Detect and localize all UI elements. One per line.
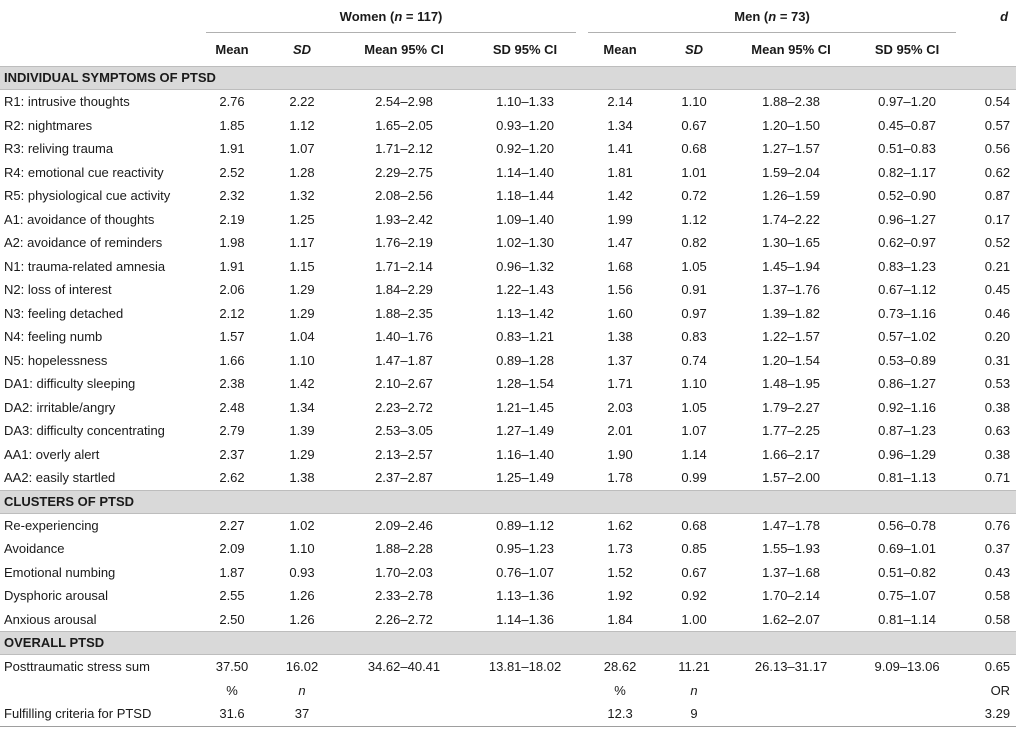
table-cell: 1.91 (219, 141, 245, 156)
table-cell: 2.19 (219, 211, 245, 227)
table-cell: 0.89–1.28 (496, 352, 554, 368)
row-label: R1: intrusive thoughts (4, 94, 130, 109)
table-cell: 1.10 (289, 352, 315, 368)
effect-size-cell: 0.20 (984, 329, 1011, 344)
table-cell: 1.91 (219, 258, 245, 274)
men-group-header: Men (n = 73) (582, 0, 962, 33)
table-cell: 1.70–2.14 (762, 588, 820, 603)
table-cell: 1.39 (289, 423, 315, 438)
table-cell: 26.13–31.17 (754, 659, 828, 674)
table-cell: 1.16–1.40 (496, 446, 554, 462)
effect-size-cell: 0.63 (984, 423, 1011, 438)
effect-size-cell: 0.46 (984, 305, 1011, 321)
table-cell: 1.28 (289, 164, 315, 180)
table-cell: 0.68 (681, 141, 707, 156)
row-label: A1: avoidance of thoughts (4, 211, 155, 227)
table-cell: 1.26–1.59 (762, 188, 820, 203)
table-cell: 1.29 (289, 282, 315, 297)
table-cell: 1.68 (607, 258, 633, 274)
table-cell: 0.83–1.23 (878, 258, 936, 274)
effect-size-cell: 0.57 (984, 117, 1011, 133)
table-cell: 1.59–2.04 (762, 164, 820, 180)
row-label: R4: emotional cue reactivity (4, 164, 164, 180)
effect-size-cell: 0.38 (984, 446, 1011, 462)
table-cell: 1.57 (219, 329, 245, 344)
table-cell: 0.89–1.12 (496, 517, 554, 533)
group-header-row (0, 0, 1016, 33)
table-cell: 1.32 (289, 188, 315, 203)
table-cell: 2.79 (219, 423, 245, 438)
row-label: Anxious arousal (4, 611, 97, 627)
empty-cell (340, 702, 468, 726)
table-cell: 1.79–2.27 (762, 399, 820, 415)
col-men-sd: SD (685, 42, 704, 57)
effect-size-cell: 0.71 (984, 470, 1011, 485)
table-cell: 1.65–2.05 (375, 117, 433, 133)
table-cell: 0.56–0.78 (878, 517, 936, 533)
table-cell: 1.28–1.54 (496, 376, 554, 391)
table-cell: 2.09 (219, 541, 245, 556)
table-cell: 1.88–2.35 (375, 305, 433, 321)
row-label: A2: avoidance of reminders (4, 235, 163, 250)
table-cell: 1.14–1.36 (496, 611, 554, 627)
table-cell: 1.00 (681, 611, 707, 627)
effect-size-cell: 0.45 (984, 282, 1011, 297)
table-cell: 1.34 (289, 399, 315, 415)
empty-cell (852, 702, 962, 726)
subheader-cell: OR (990, 682, 1011, 698)
table-cell: 1.37–1.76 (762, 282, 820, 297)
table-row (0, 513, 1016, 537)
table-row (0, 537, 1016, 561)
table-cell: 1.71–2.12 (375, 141, 433, 156)
table-cell: 1.29 (289, 305, 315, 321)
row-label: Re-experiencing (4, 517, 99, 533)
col-women-sd: SD (292, 42, 312, 57)
empty-cell (0, 679, 200, 703)
effect-size-cell: 0.56 (984, 141, 1011, 156)
table-cell: 9.09–13.06 (874, 659, 940, 674)
table-cell: 1.30–1.65 (762, 235, 820, 250)
table-cell: 1.85 (219, 117, 245, 133)
col-women-sd-ci: SD 95% CI (492, 42, 558, 57)
table-cell: 1.88–2.38 (762, 94, 820, 109)
table-cell: 2.76 (219, 94, 245, 109)
table-cell: 2.55 (219, 588, 245, 603)
table-cell: 1.56 (607, 282, 633, 297)
table-cell: 1.21–1.45 (496, 399, 554, 415)
table-cell: 1.48–1.95 (762, 376, 820, 391)
table-cell: 1.78 (607, 470, 633, 485)
table-cell: 1.09–1.40 (496, 211, 554, 227)
table-cell: 1.02–1.30 (496, 235, 554, 250)
table-cell: 2.50 (219, 611, 245, 627)
table-cell: 2.54–2.98 (375, 94, 433, 109)
table-cell: 1.18–1.44 (496, 188, 554, 203)
table-cell: 2.06 (219, 282, 245, 297)
row-label: Posttraumatic stress sum (4, 659, 150, 674)
subheader-cell: n (298, 682, 306, 698)
table-cell: 9 (690, 706, 698, 721)
table-cell: 1.41 (607, 141, 633, 156)
table-cell: 1.12 (681, 211, 707, 227)
row-label: DA3: difficulty concentrating (4, 423, 165, 438)
table-cell: 0.87–1.23 (878, 423, 936, 438)
table-cell: 1.71–2.14 (375, 258, 433, 274)
table-cell: 2.33–2.78 (375, 588, 433, 603)
table-cell: 1.13–1.42 (496, 305, 554, 321)
table-cell: 1.47 (607, 235, 633, 250)
table-cell: 1.77–2.25 (762, 423, 820, 438)
table-cell: 31.6 (219, 706, 245, 721)
col-men-mean-ci: Mean 95% CI (751, 42, 831, 57)
table-cell: 1.73 (607, 541, 633, 556)
table-cell: 1.25–1.49 (496, 470, 554, 485)
table-cell: 1.20–1.54 (762, 352, 820, 368)
row-label: AA2: easily startled (4, 470, 116, 485)
table-cell: 1.20–1.50 (762, 117, 820, 133)
criteria-row (0, 702, 1016, 726)
section-header-row (0, 67, 1016, 90)
table-cell: 37.50 (215, 659, 249, 674)
table-cell: 1.99 (607, 211, 633, 227)
table-cell: 2.01 (607, 423, 633, 438)
table-cell: 1.22–1.57 (762, 329, 820, 344)
table-cell: 1.10 (681, 376, 707, 391)
effect-size-cell: 0.21 (984, 258, 1011, 274)
table-cell: 2.23–2.72 (375, 399, 433, 415)
women-group-header: Women (n = 117) (200, 0, 582, 33)
table-cell: 2.52 (219, 164, 245, 180)
table-cell: 2.26–2.72 (375, 611, 433, 627)
table-cell: 1.13–1.36 (496, 588, 554, 603)
column-header-row (0, 33, 1016, 67)
col-men-sd-ci: SD 95% CI (874, 42, 940, 57)
table-cell: 1.05 (681, 399, 707, 415)
table-cell: 1.57–2.00 (762, 470, 820, 485)
table-cell: 1.84–2.29 (375, 282, 433, 297)
table-cell: 0.72 (681, 188, 707, 203)
table-cell: 0.85 (681, 541, 707, 556)
table-cell: 1.34 (607, 117, 633, 133)
table-row (0, 443, 1016, 467)
table-cell: 0.93 (289, 564, 315, 580)
table-cell: 1.14 (681, 446, 707, 462)
effect-size-cell: 0.17 (984, 211, 1011, 227)
table-cell: 2.37–2.87 (375, 470, 433, 485)
table-cell: 0.67–1.12 (878, 282, 936, 297)
effect-size-cell: 0.38 (984, 399, 1011, 415)
table-cell: 1.60 (607, 305, 633, 321)
table-row (0, 349, 1016, 373)
effect-size-cell: 0.31 (984, 352, 1011, 368)
table-cell: 2.09–2.46 (375, 517, 433, 533)
table-cell: 0.83 (681, 329, 707, 344)
effect-size-cell: 0.58 (984, 611, 1011, 627)
table-cell: 1.15 (289, 258, 315, 274)
table-cell: 1.42 (607, 188, 633, 203)
table-cell: 0.97–1.20 (878, 94, 936, 109)
table-cell: 1.38 (289, 470, 315, 485)
table-cell: 2.29–2.75 (375, 164, 433, 180)
table-cell: 1.81 (607, 164, 633, 180)
table-cell: 1.26 (289, 588, 315, 603)
table-cell: 1.71 (607, 376, 633, 391)
empty-cell (852, 679, 962, 703)
table-cell: 1.29 (289, 446, 315, 462)
subheader-cell: % (226, 682, 238, 698)
section-title: INDIVIDUAL SYMPTOMS OF PTSD (0, 67, 1016, 90)
table-cell: 0.68 (681, 517, 707, 533)
table-cell: 1.10 (289, 541, 315, 556)
table-row (0, 184, 1016, 208)
row-label: Dysphoric arousal (4, 588, 109, 603)
row-label: N1: trauma-related amnesia (4, 258, 166, 274)
table-cell: 1.84 (607, 611, 633, 627)
effect-size-cell: 0.62 (984, 164, 1011, 180)
table-cell: 2.12 (219, 305, 245, 321)
table-cell: 1.62–2.07 (762, 611, 820, 627)
table-cell: 2.14 (607, 94, 633, 109)
table-cell: 11.21 (678, 659, 710, 674)
effect-size-cell: 0.43 (984, 564, 1011, 580)
table-cell: 2.37 (219, 446, 245, 462)
effect-size-cell: 0.58 (984, 588, 1011, 603)
table-cell: 37 (294, 706, 310, 721)
section-title: OVERALL PTSD (0, 632, 1016, 655)
table-cell: 1.39–1.82 (762, 305, 820, 321)
row-label: DA2: irritable/angry (4, 399, 116, 415)
table-cell: 1.40–1.76 (375, 329, 433, 344)
col-women-mean: Mean (215, 42, 249, 57)
table-cell: 0.82–1.17 (878, 164, 936, 180)
row-label: N2: loss of interest (4, 282, 112, 297)
table-row (0, 114, 1016, 138)
row-label: N3: feeling detached (4, 305, 124, 321)
table-cell: 0.91 (681, 282, 707, 297)
row-label: R3: reliving trauma (4, 141, 114, 156)
table-cell: 0.96–1.29 (878, 446, 936, 462)
table-cell: 0.67 (681, 117, 707, 133)
table-cell: 1.37–1.68 (762, 564, 820, 580)
row-label: R5: physiological cue activity (4, 188, 171, 203)
table-cell: 2.53–3.05 (375, 423, 433, 438)
table-cell: 0.62–0.97 (878, 235, 936, 250)
table-cell: 13.81–18.02 (488, 659, 562, 674)
table-cell: 1.76–2.19 (375, 235, 433, 250)
table-cell: 0.51–0.82 (878, 564, 936, 580)
empty-cell (468, 702, 582, 726)
table-cell: 1.90 (607, 446, 633, 462)
table-cell: 1.10–1.33 (496, 94, 554, 109)
table-cell: 2.13–2.57 (375, 446, 433, 462)
criteria-subheader-row (0, 679, 1016, 703)
effect-size-cell: 0.87 (984, 188, 1011, 203)
table-cell: 1.70–2.03 (375, 564, 433, 580)
table-row (0, 655, 1016, 679)
effect-size-cell: 0.65 (984, 659, 1011, 674)
row-label: N5: hopelessness (4, 352, 108, 368)
table-cell: 1.66–2.17 (762, 446, 820, 462)
table-cell: 0.76–1.07 (496, 564, 554, 580)
col-men-mean: Mean (603, 42, 637, 57)
table-cell: 0.82 (681, 235, 707, 250)
table-cell: 1.42 (289, 376, 315, 391)
table-row (0, 584, 1016, 608)
table-cell: 0.69–1.01 (878, 541, 936, 556)
subheader-cell: % (614, 682, 626, 698)
row-label: DA1: difficulty sleeping (4, 376, 136, 391)
table-cell: 0.67 (681, 564, 707, 580)
table-cell: 0.51–0.83 (878, 141, 936, 156)
table-cell: 2.03 (607, 399, 633, 415)
table-cell: 1.05 (681, 258, 707, 274)
table-cell: 1.92 (607, 588, 633, 603)
table-cell: 1.10 (681, 94, 707, 109)
table-cell: 2.48 (219, 399, 245, 415)
table-cell: 1.38 (607, 329, 633, 344)
row-label: R2: nightmares (4, 117, 93, 133)
table-cell: 34.62–40.41 (367, 659, 441, 674)
table-cell: 1.98 (219, 235, 245, 250)
table-row (0, 278, 1016, 302)
table-cell: 1.47–1.87 (375, 352, 433, 368)
table-cell: 1.04 (289, 329, 315, 344)
table-cell: 0.57–1.02 (878, 329, 936, 344)
table-cell: 0.96–1.32 (496, 258, 554, 274)
table-cell: 1.87 (219, 564, 245, 580)
table-cell: 1.12 (289, 117, 315, 133)
section-header-row (0, 632, 1016, 655)
table-cell: 0.99 (681, 470, 707, 485)
table-cell: 28.62 (603, 659, 637, 674)
row-label: Fulfilling criteria for PTSD (4, 706, 152, 721)
table-row (0, 396, 1016, 420)
effect-size-cell: 0.54 (984, 94, 1011, 109)
table-cell: 1.45–1.94 (762, 258, 820, 274)
table-cell: 1.02 (289, 517, 315, 533)
table-cell: 1.25 (289, 211, 315, 227)
empty-cell (468, 679, 582, 703)
table-cell: 1.88–2.28 (375, 541, 433, 556)
table-cell: 1.93–2.42 (375, 211, 433, 227)
table-cell: 1.22–1.43 (496, 282, 554, 297)
table-row (0, 419, 1016, 443)
table-cell: 1.07 (681, 423, 707, 438)
table-cell: 2.38 (219, 376, 245, 391)
table-row (0, 255, 1016, 279)
empty-cell (340, 679, 468, 703)
table-cell: 1.52 (607, 564, 633, 580)
table-cell: 2.10–2.67 (375, 376, 433, 391)
table-cell: 0.75–1.07 (878, 588, 936, 603)
table-cell: 1.47–1.78 (762, 517, 820, 533)
row-label: Emotional numbing (4, 564, 116, 580)
table-row (0, 208, 1016, 232)
table-row (0, 90, 1016, 114)
effect-size-header: d (1000, 9, 1009, 24)
table-cell: 0.96–1.27 (878, 211, 936, 227)
subheader-cell: n (690, 682, 698, 698)
effect-size-cell: 0.76 (984, 517, 1011, 533)
table-cell: 2.22 (289, 94, 315, 109)
table-cell: 0.97 (681, 305, 707, 321)
table-cell: 0.53–0.89 (878, 352, 936, 368)
effect-size-cell: 0.37 (984, 541, 1011, 556)
table-cell: 0.74 (681, 352, 707, 368)
table-cell: 0.92 (681, 588, 707, 603)
table-cell: 1.27–1.57 (762, 141, 820, 156)
table-cell: 1.01 (681, 164, 707, 180)
table-cell: 0.45–0.87 (878, 117, 936, 133)
row-label: N4: feeling numb (4, 329, 103, 344)
table-cell: 1.74–2.22 (762, 211, 820, 227)
table-cell: 1.62 (607, 517, 633, 533)
table-cell: 2.08–2.56 (375, 188, 433, 203)
table-cell: 2.27 (219, 517, 245, 533)
table-cell: 1.26 (289, 611, 315, 627)
table-cell: 0.92–1.20 (496, 141, 554, 156)
table-row (0, 466, 1016, 490)
empty-cell (730, 702, 852, 726)
odds-ratio-cell: 3.29 (984, 706, 1011, 721)
table-cell: 16.02 (285, 659, 319, 674)
table-row (0, 302, 1016, 326)
empty-cell (730, 679, 852, 703)
table-cell: 0.83–1.21 (496, 329, 554, 344)
section-header-row (0, 490, 1016, 513)
table-cell: 1.37 (607, 352, 633, 368)
row-label: Avoidance (4, 541, 65, 556)
table-cell: 0.81–1.13 (878, 470, 936, 485)
table-row (0, 231, 1016, 255)
table-cell: 1.27–1.49 (496, 423, 554, 438)
table-cell: 1.17 (289, 235, 315, 250)
table-row (0, 161, 1016, 185)
table-cell: 12.3 (607, 706, 633, 721)
row-label: AA1: overly alert (4, 446, 100, 462)
table-cell: 1.66 (219, 352, 245, 368)
table-cell: 0.52–0.90 (878, 188, 936, 203)
table-cell: 0.81–1.14 (878, 611, 936, 627)
table-cell: 0.92–1.16 (878, 399, 936, 415)
table-cell: 0.73–1.16 (878, 305, 936, 321)
table-row (0, 608, 1016, 632)
table-cell: 1.07 (289, 141, 315, 156)
table-cell: 1.14–1.40 (496, 164, 554, 180)
table-cell: 0.95–1.23 (496, 541, 554, 556)
table-row (0, 372, 1016, 396)
table-cell: 2.62 (219, 470, 245, 485)
col-women-mean-ci: Mean 95% CI (364, 42, 444, 57)
section-title: CLUSTERS OF PTSD (0, 490, 1016, 513)
table-cell: 0.93–1.20 (496, 117, 554, 133)
table-cell: 2.32 (219, 188, 245, 203)
table-row (0, 137, 1016, 161)
table-row (0, 561, 1016, 585)
table-cell: 0.86–1.27 (878, 376, 936, 391)
effect-size-cell: 0.53 (984, 376, 1011, 391)
effect-size-cell: 0.52 (984, 235, 1011, 250)
table-cell: 1.55–1.93 (762, 541, 820, 556)
table-row (0, 325, 1016, 349)
